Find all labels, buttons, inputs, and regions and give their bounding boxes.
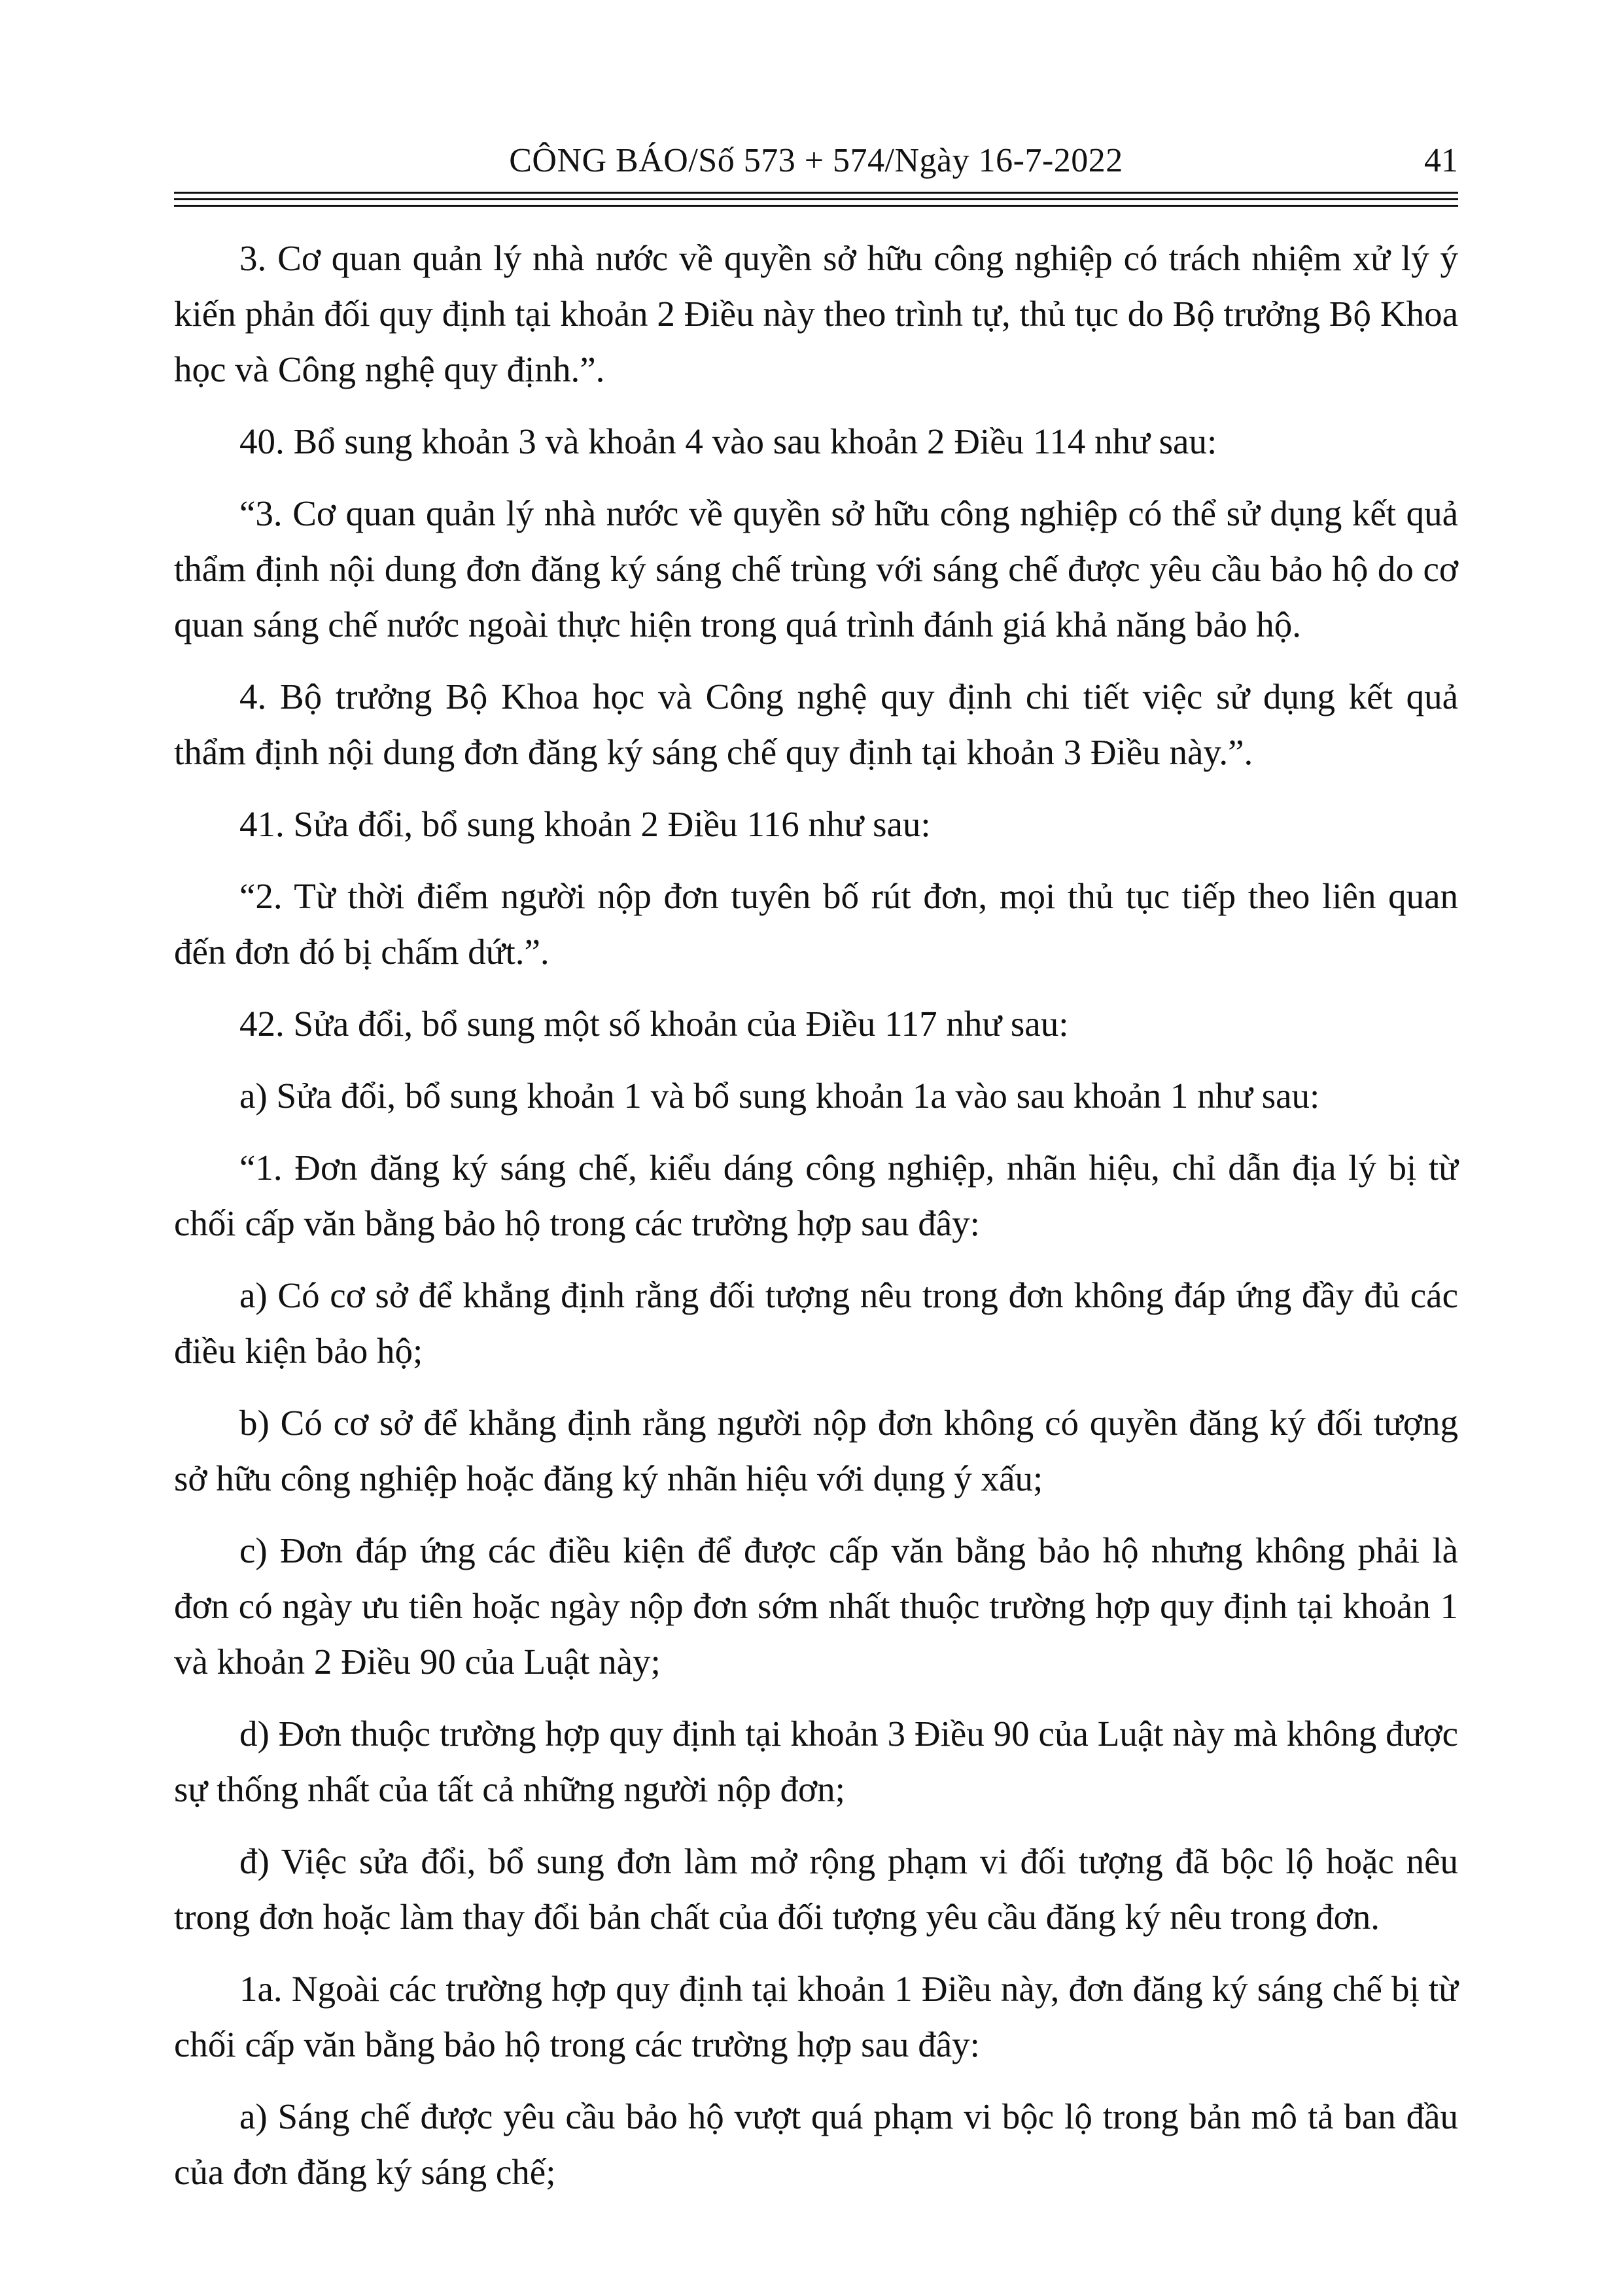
page-number: 41	[1424, 142, 1458, 179]
header-rule-top	[174, 192, 1458, 194]
paragraph: c) Đơn đáp ứng các điều kiện để được cấp văn bằng bảo hộ nhưng không phải là đơn có ngày ưu tiên hoặc ngày nộp đơn sớm nhất thuộc trường hợp quy định tại khoản 1 và khoản 2 Điều 90 của Luật này;	[174, 1530, 1458, 1682]
paragraph: 3. Cơ quan quản lý nhà nước về quyền sở hữu công nghiệp có trách nhiệm xử lý ý kiến phản đối quy định tại khoản 2 Điều này theo trình tự, thủ tục do Bộ trưởng Bộ Khoa học và Công nghệ quy định.”.	[174, 238, 1458, 389]
paragraph: 40. Bổ sung khoản 3 và khoản 4 vào sau khoản 2 Điều 114 như sau:	[239, 421, 1217, 461]
paragraph: b) Có cơ sở để khẳng định rằng người nộp đơn không có quyền đăng ký đối tượng sở hữu công nghiệp hoặc đăng ký nhãn hiệu với dụng ý xấu;	[174, 1403, 1458, 1498]
paragraph: đ) Việc sửa đổi, bổ sung đơn làm mở rộng phạm vi đối tượng đã bộc lộ hoặc nêu trong đơn hoặc làm thay đổi bản chất của đối tượng yêu cầu đăng ký nêu trong đơn.	[174, 1841, 1458, 1937]
gazette-title: CÔNG BÁO/Số 573 + 574/Ngày 16-7-2022	[509, 142, 1123, 179]
paragraph: 1a. Ngoài các trường hợp quy định tại khoản 1 Điều này, đơn đăng ký sáng chế bị từ chối cấp văn bằng bảo hộ trong các trường hợp sau đây:	[174, 1969, 1458, 2064]
paragraph: “1. Đơn đăng ký sáng chế, kiểu dáng công nghiệp, nhãn hiệu, chỉ dẫn địa lý bị từ chối cấp văn bằng bảo hộ trong các trường hợp sau đây:	[174, 1148, 1458, 1243]
paragraph: d) Đơn thuộc trường hợp quy định tại khoản 3 Điều 90 của Luật này mà không được sự thống nhất của tất cả những người nộp đơn;	[174, 1714, 1458, 1809]
paragraph: “3. Cơ quan quản lý nhà nước về quyền sở hữu công nghiệp có thể sử dụng kết quả thẩm định nội dung đơn đăng ký sáng chế trùng với sáng chế được yêu cầu bảo hộ do cơ quan sáng chế nước ngoài thực hiện trong quá trình đánh giá khả năng bảo hộ.	[174, 493, 1458, 645]
page-header	[174, 135, 1458, 187]
paragraph: 42. Sửa đổi, bổ sung một số khoản của Điều 117 như sau:	[239, 1004, 1069, 1044]
paragraph: a) Có cơ sở để khẳng định rằng đối tượng nêu trong đơn không đáp ứng đầy đủ các điều kiện bảo hộ;	[174, 1275, 1458, 1371]
paragraph: a) Sáng chế được yêu cầu bảo hộ vượt quá phạm vi bộc lộ trong bản mô tả ban đầu của đơn đăng ký sáng chế;	[174, 2096, 1458, 2192]
paragraph: “2. Từ thời điểm người nộp đơn tuyên bố rút đơn, mọi thủ tục tiếp theo liên quan đến đơn đó bị chấm dứt.”.	[174, 876, 1458, 972]
paragraph: 4. Bộ trưởng Bộ Khoa học và Công nghệ quy định chi tiết việc sử dụng kết quả thẩm định nội dung đơn đăng ký sáng chế quy định tại khoản 3 Điều này.”.	[174, 677, 1458, 772]
paragraph: a) Sửa đổi, bổ sung khoản 1 và bổ sung khoản 1a vào sau khoản 1 như sau:	[239, 1076, 1320, 1116]
header-rule-middle	[174, 198, 1458, 200]
paragraph: 41. Sửa đổi, bổ sung khoản 2 Điều 116 như sau:	[239, 804, 931, 844]
document-body	[174, 230, 1458, 2216]
header-rule-bottom	[174, 205, 1458, 207]
